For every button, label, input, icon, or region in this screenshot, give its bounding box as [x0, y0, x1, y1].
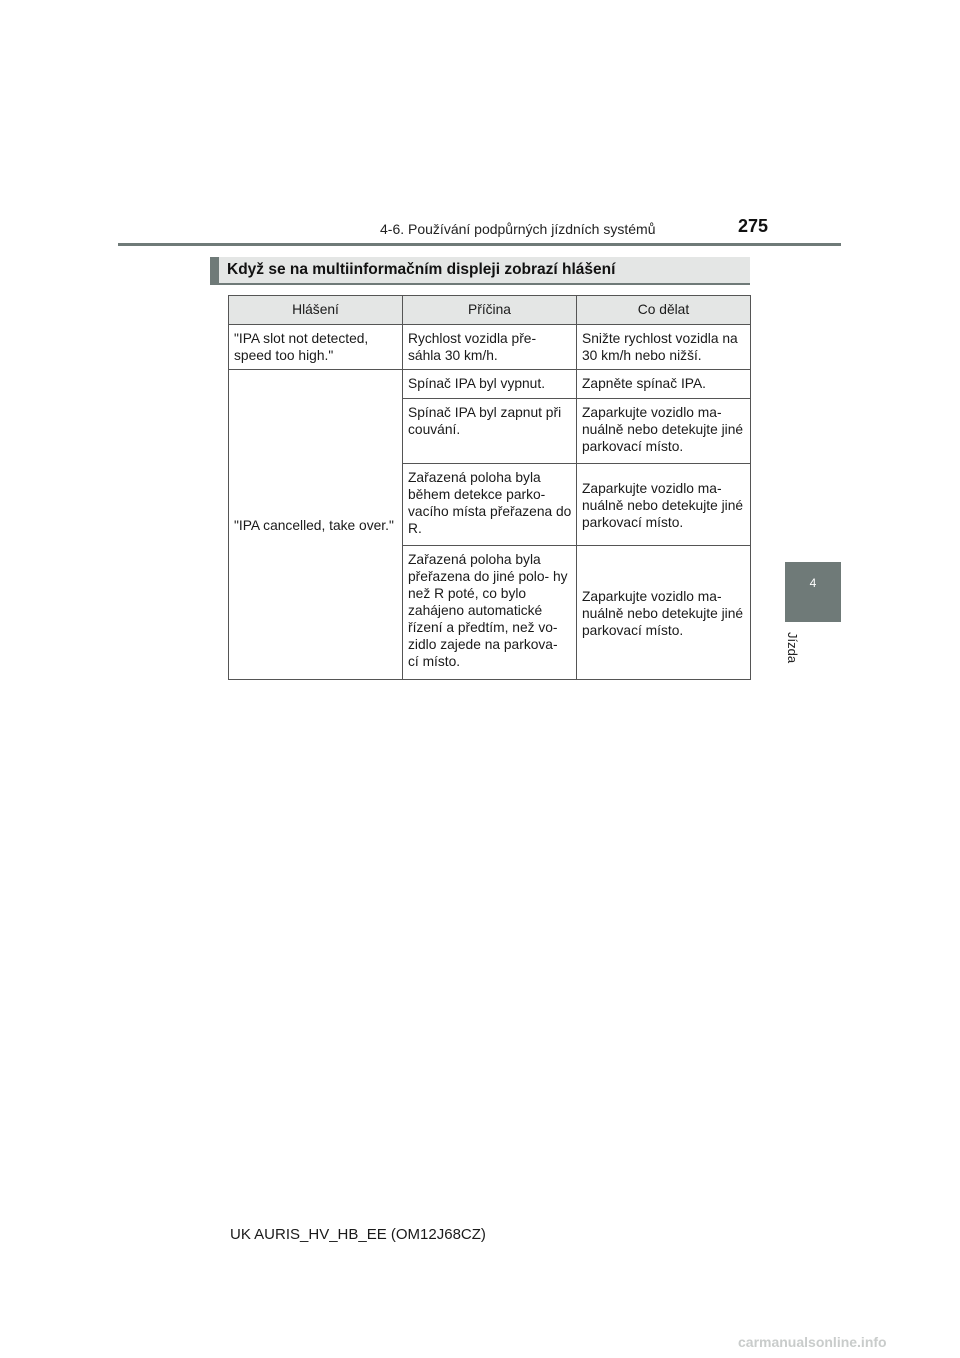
cause-cell: Zařazená poloha byla během detekce parko- vacího místa přeřazena do R. — [403, 464, 577, 546]
cause-cell: Rychlost vozidla pře- sáhla 30 km/h. — [403, 325, 577, 370]
cause-cell: Spínač IPA byl zapnut při couvání. — [403, 399, 577, 464]
column-header-message: Hlášení — [229, 296, 403, 325]
chapter-label: Jízda — [785, 632, 800, 664]
page-number: 275 — [738, 216, 769, 236]
section-heading: Když se na multiinformačním displeji zobrazí hlášení — [210, 257, 750, 285]
cause-cell: Zařazená poloha byla přeřazena do jiné polo- hy než R poté, co bylo zahájeno automatické řízení a předtím, než vo- zidlo zajede na parkova- cí místo. — [403, 546, 577, 680]
running-header: 4-6. Používání podpůrných jízdních systémů — [380, 221, 656, 237]
action-cell: Zaparkujte vozidlo ma- nuálně nebo detekujte jiné parkovací místo. — [577, 464, 751, 546]
cause-cell: Spínač IPA byl vypnut. — [403, 370, 577, 399]
action-cell: Zaparkujte vozidlo ma- nuálně nebo detekujte jiné parkovací místo. — [577, 399, 751, 464]
column-header-action: Co dělat — [577, 296, 751, 325]
table-row — [229, 325, 751, 370]
table-row — [229, 370, 751, 399]
table-header-row — [229, 296, 751, 325]
watermark: carmanualsonline.info — [738, 1334, 887, 1350]
action-cell: Zaparkujte vozidlo ma- nuálně nebo detekujte jiné parkovací místo. — [577, 546, 751, 680]
message-table — [228, 295, 751, 680]
message-cell: "IPA slot not detected, speed too high." — [229, 325, 403, 370]
message-cell: "IPA cancelled, take over." — [229, 370, 403, 680]
document-code: UK AURIS_HV_HB_EE (OM12J68CZ) — [230, 1226, 486, 1243]
action-cell: Snižte rychlost vozidla na 30 km/h nebo nižší. — [577, 325, 751, 370]
chapter-tab: 4 — [785, 562, 841, 622]
column-header-cause: Příčina — [403, 296, 577, 325]
header-divider — [118, 243, 841, 246]
action-cell: Zapněte spínač IPA. — [577, 370, 751, 399]
